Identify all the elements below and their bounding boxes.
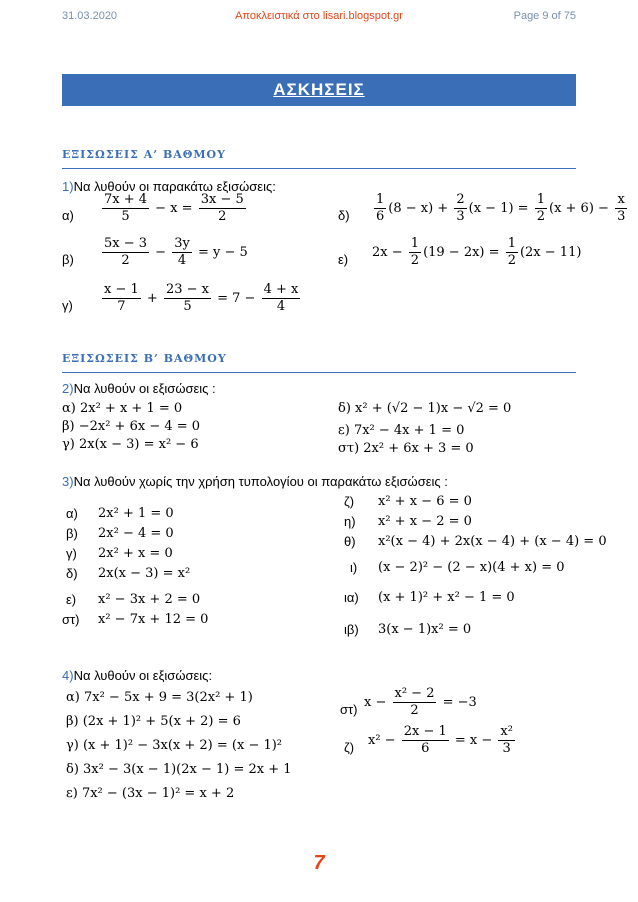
item-label: γ) bbox=[66, 546, 77, 561]
item-label: α) bbox=[62, 208, 74, 223]
equation-3ib: 3(x − 1)x² = 0 bbox=[378, 622, 472, 637]
equation-4d: δ) 3x² − 3(x − 1)(2x − 1) = 2x + 1 bbox=[66, 762, 292, 777]
equation-1d: $\frac{1}{6}$ (8 − x) + $\frac{2}{3}$ (x − 1) = $\frac{1}{2}$ (x + 6) − $\frac{x}{3}$ bbox=[376, 192, 626, 224]
equation-3th: x²(x − 4) + 2x(x − 4) + (x − 4) = 0 bbox=[378, 534, 607, 549]
equation-4st: x − $\frac{\text{x² − 2}}{2}$ = −3 bbox=[364, 686, 477, 718]
item-label: β) bbox=[66, 526, 78, 541]
equation-4e: ε) 7x² − (3x − 1)² = x + 2 bbox=[66, 786, 235, 801]
exercise-number: 1) bbox=[62, 179, 74, 194]
item-label: γ) bbox=[62, 298, 73, 313]
equation-4a: α) 7x² − 5x + 9 = 3(2x² + 1) bbox=[66, 690, 253, 705]
item-label: ζ) bbox=[344, 494, 355, 509]
header-date: 31.03.2020 bbox=[62, 10, 118, 22]
section-title-second-degree: ΕΞΙΣΩΣΕΙΣ Β’ ΒΑΘΜΟΥ bbox=[62, 352, 227, 365]
equation-2a: α) 2x² + x + 1 = 0 bbox=[62, 401, 183, 416]
item-label: α) bbox=[66, 506, 78, 521]
equation-1e: 2x − $\frac{1}{2}$ (19 − 2x) = $\frac{1}{2}$ (2x − 11) bbox=[372, 236, 582, 268]
item-label: δ) bbox=[66, 566, 78, 581]
item-label: η) bbox=[344, 514, 356, 529]
equation-3ia: (x + 1)² + x² − 1 = 0 bbox=[378, 590, 515, 605]
equation-2st: στ) 2x² + 6x + 3 = 0 bbox=[338, 441, 474, 456]
item-label: στ) bbox=[62, 612, 80, 627]
item-label: β) bbox=[62, 252, 74, 267]
equation-3g: 2x² + x = 0 bbox=[98, 546, 173, 561]
equation-4b: β) (2x + 1)² + 5(x + 2) = 6 bbox=[66, 714, 241, 729]
equation-1a: $\frac{7x + 4}{5}$ − x = $\frac{3x - 5}{2}$ bbox=[104, 192, 244, 224]
item-label: ζ) bbox=[344, 740, 355, 755]
section-divider bbox=[62, 372, 576, 373]
equation-2g: γ) 2x(x − 3) = x² − 6 bbox=[62, 437, 199, 452]
exercise-1-prompt: 1)Να λυθούν οι παρακάτω εξισώσεις: bbox=[62, 179, 276, 194]
equation-3a: 2x² + 1 = 0 bbox=[98, 506, 174, 521]
equation-2d: δ) x² + (√2 − 1)x − √2 = 0 bbox=[338, 401, 512, 416]
item-label: δ) bbox=[338, 208, 350, 223]
item-label: στ) bbox=[340, 702, 358, 717]
item-label: ε) bbox=[66, 592, 77, 607]
equation-1g: $\frac{x - 1}{7}$ + $\frac{23 - x}{5}$ = 7 − $\frac{4 + x}{4}$ bbox=[104, 282, 299, 314]
equation-4z: x² − $\frac{2x - 1}{6}$ = x − $\frac{\text{x²}}{3}$ bbox=[368, 724, 513, 756]
item-label: θ) bbox=[344, 534, 356, 549]
item-label: ε) bbox=[338, 252, 349, 267]
equation-4g: γ) (x + 1)² − 3x(x + 2) = (x − 1)² bbox=[66, 738, 283, 753]
equation-3d: 2x(x − 3) = x² bbox=[98, 566, 191, 581]
exercise-2-prompt: 2)Να λυθούν οι εξισώσεις : bbox=[62, 381, 216, 396]
equation-3e: x² − 3x + 2 = 0 bbox=[98, 592, 201, 607]
equation-3b: 2x² − 4 = 0 bbox=[98, 526, 174, 541]
item-label: ιβ) bbox=[344, 622, 359, 637]
equation-2b: β) −2x² + 6x − 4 = 0 bbox=[62, 419, 201, 434]
section-title-first-degree: ΕΞΙΣΩΣΕΙΣ Α’ ΒΑΘΜΟΥ bbox=[62, 148, 226, 161]
exercise-3-prompt: 3)Να λυθούν χωρίς την χρήση τυπολογίου οι παρακάτω εξισώσεις : bbox=[62, 474, 448, 489]
header-site[interactable]: Αποκλειστικά στο lisari.blogspot.gr bbox=[235, 10, 403, 22]
equation-3i: (x − 2)² − (2 − x)(4 + x) = 0 bbox=[378, 560, 565, 575]
page-banner: ΑΣΚΗΣΕΙΣ bbox=[62, 74, 576, 106]
equation-3st: x² − 7x + 12 = 0 bbox=[98, 612, 209, 627]
equation-3h: x² + x − 2 = 0 bbox=[378, 514, 472, 529]
item-label: ια) bbox=[344, 590, 359, 605]
equation-1b: $\frac{5x - 3}{2}$ − $\frac{3y}{4}$ = y − 5 bbox=[104, 236, 248, 268]
footer-page-number: 7 bbox=[313, 852, 325, 874]
header-page: Page 9 of 75 bbox=[513, 10, 576, 22]
equation-2e: ε) 7x² − 4x + 1 = 0 bbox=[338, 423, 465, 438]
item-label: ι) bbox=[350, 560, 358, 575]
section-divider bbox=[62, 168, 576, 169]
exercise-4-prompt: 4)Να λυθούν οι εξισώσεις: bbox=[62, 668, 213, 683]
equation-3z: x² + x − 6 = 0 bbox=[378, 494, 472, 509]
